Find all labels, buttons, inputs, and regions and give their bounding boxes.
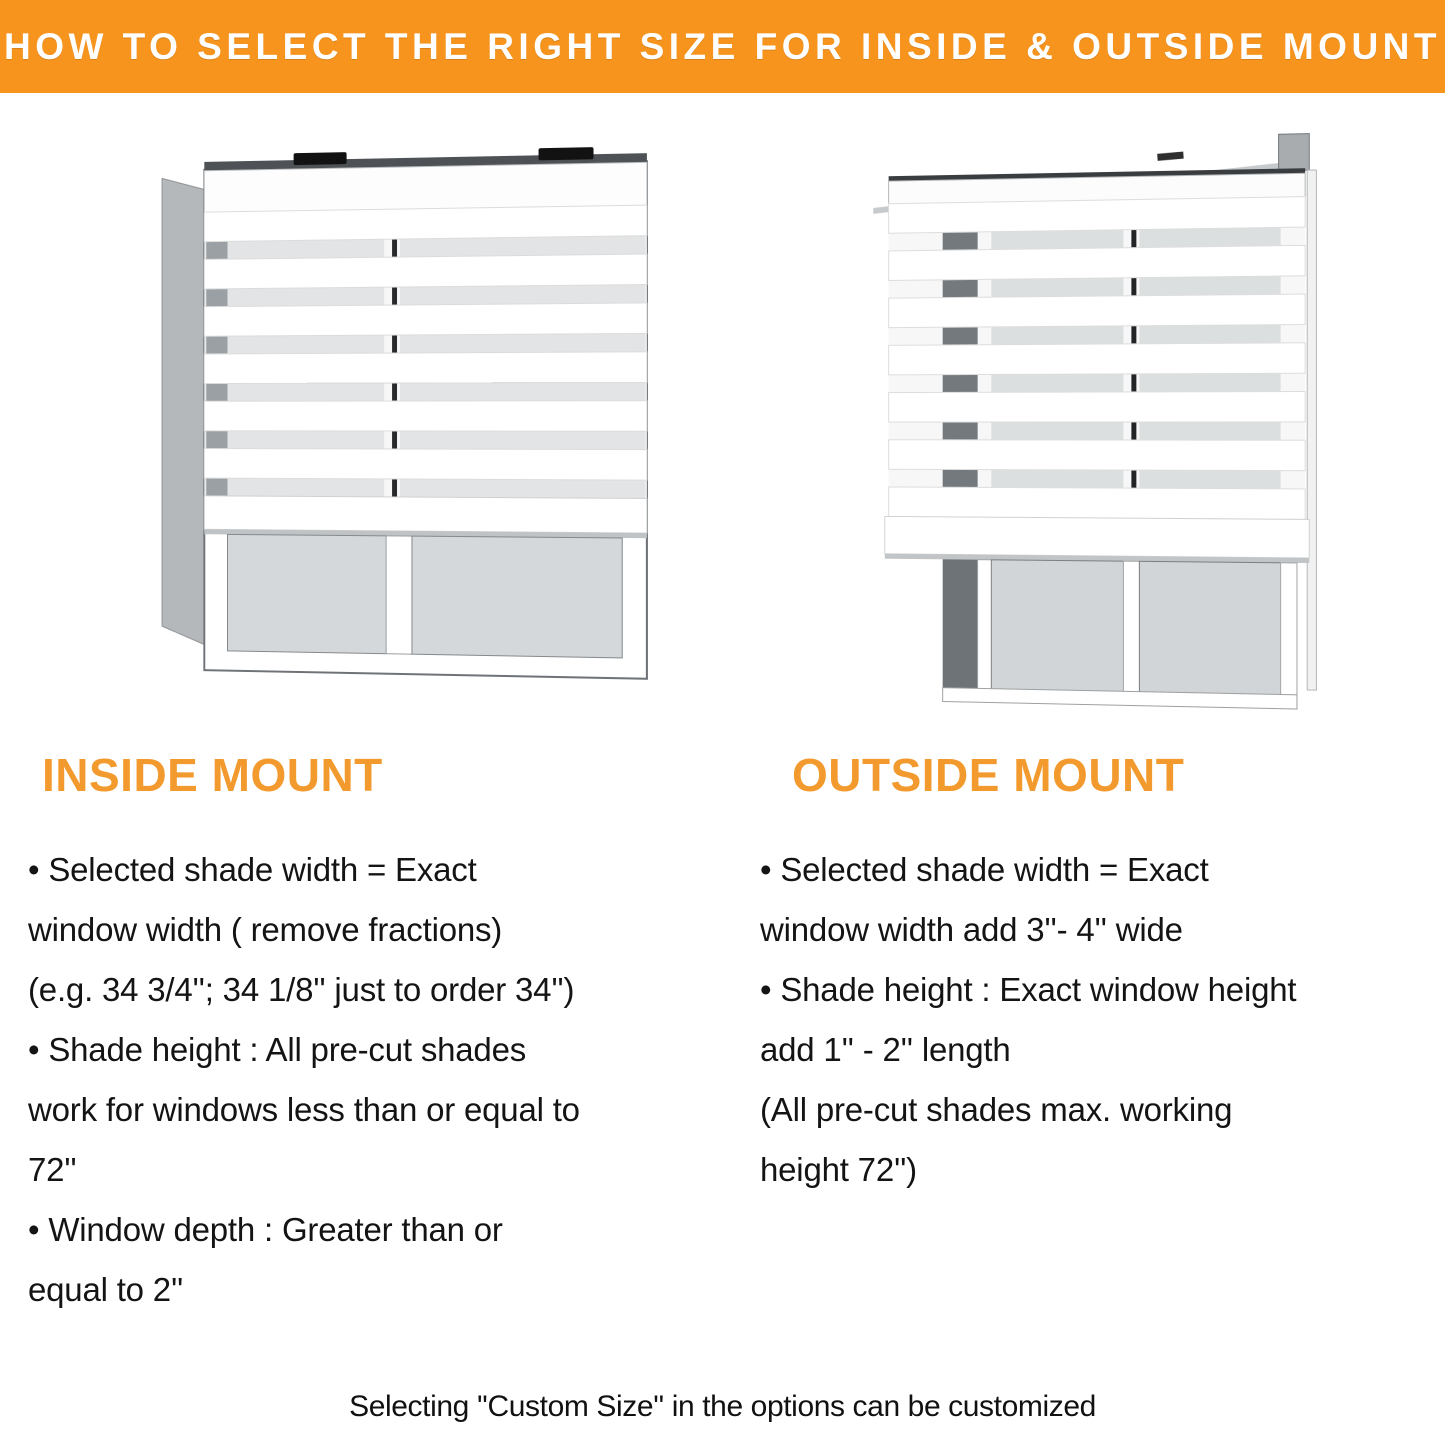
side-channel: [1307, 170, 1316, 690]
inside-mount-instructions: [28, 840, 580, 1320]
outside-mount-illustration: [845, 118, 1370, 733]
mount-bracket-icon: [539, 147, 594, 160]
footer-note: Selecting ''Custom Size'' in the options can be customized: [349, 1390, 1096, 1423]
bullet-line: equal to 2'': [28, 1271, 184, 1308]
shade-bottom-rail: [885, 516, 1309, 558]
bullet-line: height 72''): [760, 1151, 917, 1188]
inside-mount-heading: INSIDE MOUNT: [42, 749, 383, 801]
window-glass-panes: [227, 534, 622, 658]
bullet-line: work for windows less than or equal to: [28, 1091, 580, 1128]
wall-mark-icon: [1157, 152, 1184, 161]
bracket-endcap-icon: [1279, 134, 1310, 171]
bullet-line: • Shade height : All pre-cut shades: [28, 1031, 527, 1068]
shade-bottom-rail: [204, 496, 647, 533]
mount-bracket-icon: [294, 152, 347, 165]
bullet-line: (e.g. 34 3/4''; 34 1/8'' just to order 34''): [28, 971, 575, 1008]
bullet-line: add 1'' - 2'' length: [760, 1031, 1011, 1068]
bullet-line: • Selected shade width = Exact: [28, 851, 477, 888]
bullet-line: window width ( remove fractions): [28, 911, 503, 948]
outside-mount-window-drawing: [852, 112, 1374, 739]
bullet-line: 72'': [28, 1151, 77, 1188]
inside-mount-window-drawing: [149, 122, 666, 714]
header-banner: [0, 0, 1445, 93]
window-glass-panes: [943, 559, 1297, 709]
inside-mount-illustration: [142, 128, 662, 708]
outside-mount-heading: OUTSIDE MOUNT: [792, 749, 1185, 801]
bullet-line: (All pre-cut shades max. working: [760, 1091, 1233, 1128]
bullet-line: • Selected shade width = Exact: [760, 851, 1209, 888]
bullet-line: • Window depth : Greater than or: [28, 1211, 503, 1248]
bullet-line: • Shade height : Exact window height: [760, 971, 1297, 1008]
banner-title: HOW TO SELECT THE RIGHT SIZE FOR INSIDE & OUTSIDE MOUNT: [3, 25, 1441, 67]
outside-mount-instructions: [760, 840, 1296, 1200]
bullet-line: window width add 3''- 4'' wide: [760, 911, 1183, 948]
